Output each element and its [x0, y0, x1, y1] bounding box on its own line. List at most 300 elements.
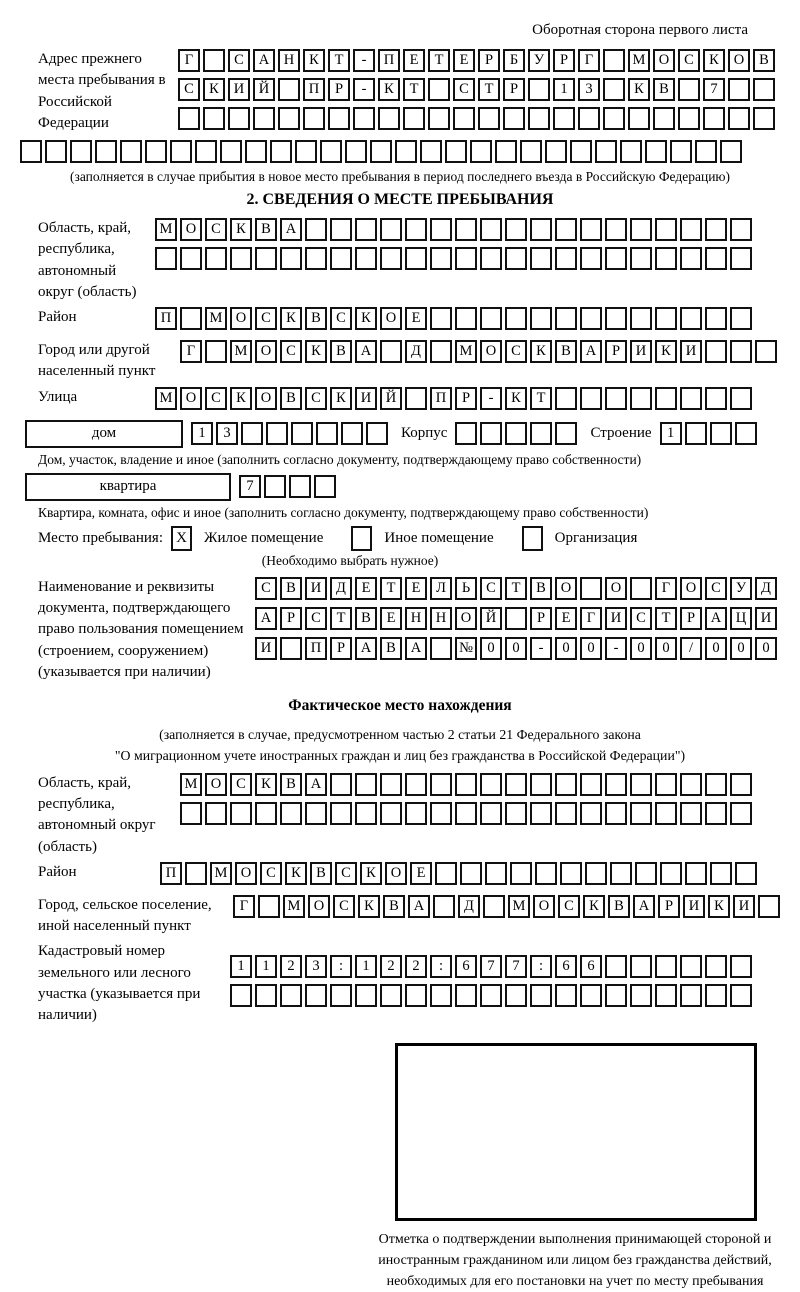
form-cell[interactable] [455, 422, 477, 445]
form-cell[interactable]: М [210, 862, 232, 885]
form-cell[interactable] [705, 387, 727, 410]
form-cell[interactable] [555, 422, 577, 445]
form-cell[interactable]: : [530, 955, 552, 978]
form-cell[interactable]: Н [430, 607, 452, 630]
form-cell[interactable] [480, 422, 502, 445]
form-cell[interactable] [730, 340, 752, 363]
form-cell[interactable] [258, 895, 280, 918]
form-cell[interactable]: : [330, 955, 352, 978]
form-cell[interactable] [380, 773, 402, 796]
form-cell[interactable] [555, 247, 577, 270]
form-cell[interactable]: О [180, 387, 202, 410]
form-cell[interactable] [430, 773, 452, 796]
form-cell[interactable] [485, 862, 507, 885]
form-cell[interactable] [580, 387, 602, 410]
form-cell[interactable] [560, 862, 582, 885]
checkbox-zhiloe-pomeshchenie[interactable]: X [171, 526, 192, 551]
form-cell[interactable]: П [378, 49, 400, 72]
form-cell[interactable] [505, 607, 527, 630]
form-cell[interactable] [535, 862, 557, 885]
form-cell[interactable] [330, 984, 352, 1007]
form-cell[interactable] [605, 984, 627, 1007]
form-cell[interactable] [455, 984, 477, 1007]
form-cell[interactable] [530, 218, 552, 241]
form-cell[interactable] [605, 387, 627, 410]
form-cell[interactable] [510, 862, 532, 885]
form-cell[interactable] [380, 218, 402, 241]
form-cell[interactable]: И [355, 387, 377, 410]
form-cell[interactable] [180, 307, 202, 330]
form-cell[interactable] [655, 773, 677, 796]
form-cell[interactable] [289, 475, 311, 498]
form-cell[interactable]: Е [403, 49, 425, 72]
form-cell[interactable]: А [705, 607, 727, 630]
form-cell[interactable] [366, 422, 388, 445]
form-cell[interactable] [735, 422, 757, 445]
form-cell[interactable] [580, 218, 602, 241]
form-cell[interactable] [630, 218, 652, 241]
form-cell[interactable]: М [508, 895, 530, 918]
form-cell[interactable]: Д [458, 895, 480, 918]
form-cell[interactable] [264, 475, 286, 498]
form-cell[interactable]: Р [478, 49, 500, 72]
form-cell[interactable] [730, 984, 752, 1007]
form-cell[interactable] [20, 140, 42, 163]
form-cell[interactable] [753, 78, 775, 101]
form-cell[interactable] [428, 107, 450, 130]
form-cell[interactable]: Т [328, 49, 350, 72]
form-cell[interactable] [620, 140, 642, 163]
form-cell[interactable]: Й [480, 607, 502, 630]
form-cell[interactable] [530, 773, 552, 796]
form-cell[interactable]: Е [405, 577, 427, 600]
form-cell[interactable]: 0 [555, 637, 577, 660]
form-cell[interactable]: О [533, 895, 555, 918]
form-cell[interactable] [278, 78, 300, 101]
form-cell[interactable] [330, 218, 352, 241]
form-cell[interactable]: К [355, 307, 377, 330]
form-cell[interactable] [530, 307, 552, 330]
form-cell[interactable] [380, 802, 402, 825]
form-cell[interactable] [728, 107, 750, 130]
form-cell[interactable] [655, 955, 677, 978]
form-cell[interactable]: 0 [505, 637, 527, 660]
form-cell[interactable] [305, 802, 327, 825]
form-cell[interactable] [433, 895, 455, 918]
form-cell[interactable]: Й [253, 78, 275, 101]
form-cell[interactable] [570, 140, 592, 163]
form-cell[interactable]: И [305, 577, 327, 600]
form-cell[interactable]: В [380, 637, 402, 660]
form-cell[interactable]: Т [330, 607, 352, 630]
form-cell[interactable]: И [683, 895, 705, 918]
form-cell[interactable] [720, 140, 742, 163]
form-cell[interactable]: К [285, 862, 307, 885]
form-cell[interactable]: В [355, 607, 377, 630]
form-cell[interactable] [605, 218, 627, 241]
form-cell[interactable]: А [580, 340, 602, 363]
form-cell[interactable] [730, 218, 752, 241]
form-cell[interactable] [678, 78, 700, 101]
form-cell[interactable]: Т [428, 49, 450, 72]
form-cell[interactable]: М [283, 895, 305, 918]
form-cell[interactable] [405, 802, 427, 825]
form-cell[interactable] [370, 140, 392, 163]
form-cell[interactable] [278, 107, 300, 130]
form-cell[interactable] [328, 107, 350, 130]
form-cell[interactable]: 0 [755, 637, 777, 660]
form-cell[interactable] [685, 422, 707, 445]
form-cell[interactable] [255, 802, 277, 825]
form-cell[interactable]: И [255, 637, 277, 660]
form-cell[interactable]: А [408, 895, 430, 918]
form-cell[interactable] [455, 307, 477, 330]
form-cell[interactable] [730, 387, 752, 410]
form-cell[interactable]: 1 [553, 78, 575, 101]
form-cell[interactable]: О [230, 307, 252, 330]
form-cell[interactable] [470, 140, 492, 163]
form-cell[interactable]: Б [503, 49, 525, 72]
form-cell[interactable]: А [253, 49, 275, 72]
form-cell[interactable] [405, 773, 427, 796]
form-cell[interactable] [185, 862, 207, 885]
form-cell[interactable] [530, 247, 552, 270]
form-cell[interactable] [480, 773, 502, 796]
form-cell[interactable]: - [353, 78, 375, 101]
form-cell[interactable] [680, 802, 702, 825]
form-cell[interactable] [380, 984, 402, 1007]
form-cell[interactable]: М [155, 387, 177, 410]
form-cell[interactable] [295, 140, 317, 163]
form-cell[interactable] [480, 247, 502, 270]
form-cell[interactable] [253, 107, 275, 130]
form-cell[interactable]: М [155, 218, 177, 241]
form-cell[interactable] [280, 247, 302, 270]
form-cell[interactable] [230, 247, 252, 270]
form-cell[interactable] [353, 107, 375, 130]
form-cell[interactable]: В [608, 895, 630, 918]
form-cell[interactable]: С [630, 607, 652, 630]
form-cell[interactable] [555, 307, 577, 330]
form-cell[interactable]: В [280, 577, 302, 600]
form-cell[interactable] [555, 802, 577, 825]
form-cell[interactable] [630, 307, 652, 330]
form-cell[interactable]: С [230, 773, 252, 796]
form-cell[interactable]: К [583, 895, 605, 918]
form-cell[interactable]: С [228, 49, 250, 72]
form-cell[interactable] [530, 802, 552, 825]
form-cell[interactable] [495, 140, 517, 163]
form-cell[interactable]: Ь [455, 577, 477, 600]
form-cell[interactable] [685, 862, 707, 885]
form-cell[interactable] [578, 107, 600, 130]
form-cell[interactable]: К [330, 387, 352, 410]
form-cell[interactable]: А [255, 607, 277, 630]
form-cell[interactable] [628, 107, 650, 130]
form-cell[interactable] [241, 422, 263, 445]
form-cell[interactable] [480, 218, 502, 241]
form-cell[interactable] [220, 140, 242, 163]
form-cell[interactable]: В [255, 218, 277, 241]
form-cell[interactable]: 0 [730, 637, 752, 660]
form-cell[interactable]: О [555, 577, 577, 600]
form-cell[interactable]: 1 [230, 955, 252, 978]
form-cell[interactable] [630, 984, 652, 1007]
form-cell[interactable] [680, 984, 702, 1007]
form-cell[interactable] [705, 802, 727, 825]
form-cell[interactable]: Г [578, 49, 600, 72]
form-cell[interactable] [455, 773, 477, 796]
form-cell[interactable] [580, 802, 602, 825]
form-cell[interactable] [635, 862, 657, 885]
form-cell[interactable] [435, 862, 457, 885]
form-cell[interactable]: 7 [480, 955, 502, 978]
form-cell[interactable]: 1 [191, 422, 213, 445]
form-cell[interactable]: Й [380, 387, 402, 410]
form-cell[interactable] [705, 340, 727, 363]
form-cell[interactable] [655, 387, 677, 410]
form-cell[interactable]: А [355, 340, 377, 363]
form-cell[interactable]: С [205, 218, 227, 241]
form-cell[interactable] [755, 340, 777, 363]
form-cell[interactable]: Т [655, 607, 677, 630]
form-cell[interactable]: К [708, 895, 730, 918]
form-cell[interactable]: С [705, 577, 727, 600]
form-cell[interactable]: 7 [239, 475, 261, 498]
form-cell[interactable] [255, 984, 277, 1007]
form-cell[interactable]: О [205, 773, 227, 796]
form-cell[interactable] [330, 247, 352, 270]
form-cell[interactable] [735, 862, 757, 885]
form-cell[interactable] [205, 247, 227, 270]
form-cell[interactable] [705, 955, 727, 978]
form-cell[interactable] [330, 773, 352, 796]
form-cell[interactable] [305, 984, 327, 1007]
form-cell[interactable]: В [310, 862, 332, 885]
form-cell[interactable] [355, 802, 377, 825]
form-cell[interactable]: 3 [578, 78, 600, 101]
form-cell[interactable] [680, 247, 702, 270]
form-cell[interactable] [728, 78, 750, 101]
form-cell[interactable] [355, 984, 377, 1007]
form-cell[interactable] [245, 140, 267, 163]
form-cell[interactable] [355, 247, 377, 270]
form-cell[interactable] [680, 955, 702, 978]
form-cell[interactable]: С [330, 307, 352, 330]
form-cell[interactable] [705, 984, 727, 1007]
form-cell[interactable]: 2 [380, 955, 402, 978]
form-cell[interactable]: П [155, 307, 177, 330]
form-cell[interactable]: Г [178, 49, 200, 72]
form-cell[interactable]: К [255, 773, 277, 796]
form-cell[interactable] [503, 107, 525, 130]
form-cell[interactable] [405, 387, 427, 410]
form-cell[interactable] [430, 340, 452, 363]
form-cell[interactable]: Р [658, 895, 680, 918]
form-cell[interactable] [545, 140, 567, 163]
form-cell[interactable] [180, 802, 202, 825]
form-cell[interactable]: 6 [455, 955, 477, 978]
form-cell[interactable] [205, 340, 227, 363]
form-cell[interactable]: О [605, 577, 627, 600]
form-cell[interactable]: Г [180, 340, 202, 363]
form-cell[interactable]: П [303, 78, 325, 101]
form-cell[interactable]: М [628, 49, 650, 72]
form-cell[interactable]: Л [430, 577, 452, 600]
form-cell[interactable] [630, 773, 652, 796]
form-cell[interactable] [553, 107, 575, 130]
form-cell[interactable]: 6 [555, 955, 577, 978]
form-cell[interactable] [705, 247, 727, 270]
form-cell[interactable] [680, 387, 702, 410]
form-cell[interactable]: В [305, 307, 327, 330]
form-cell[interactable] [580, 577, 602, 600]
form-cell[interactable] [341, 422, 363, 445]
form-cell[interactable] [395, 140, 417, 163]
form-cell[interactable]: О [308, 895, 330, 918]
form-cell[interactable] [630, 955, 652, 978]
form-cell[interactable]: М [180, 773, 202, 796]
form-cell[interactable] [355, 773, 377, 796]
form-cell[interactable] [505, 773, 527, 796]
form-cell[interactable] [430, 802, 452, 825]
form-cell[interactable] [605, 955, 627, 978]
form-cell[interactable] [630, 802, 652, 825]
form-cell[interactable]: Д [330, 577, 352, 600]
form-cell[interactable]: С [205, 387, 227, 410]
form-cell[interactable] [483, 895, 505, 918]
form-cell[interactable]: : [430, 955, 452, 978]
form-cell[interactable] [605, 802, 627, 825]
form-cell[interactable] [330, 802, 352, 825]
form-cell[interactable] [653, 107, 675, 130]
form-cell[interactable]: Е [405, 307, 427, 330]
form-cell[interactable] [680, 218, 702, 241]
form-cell[interactable] [478, 107, 500, 130]
form-cell[interactable] [530, 422, 552, 445]
form-cell[interactable]: Р [328, 78, 350, 101]
form-cell[interactable] [228, 107, 250, 130]
form-cell[interactable]: Е [355, 577, 377, 600]
form-cell[interactable] [430, 984, 452, 1007]
form-cell[interactable]: О [680, 577, 702, 600]
form-cell[interactable] [291, 422, 313, 445]
form-cell[interactable]: С [558, 895, 580, 918]
form-cell[interactable]: К [303, 49, 325, 72]
form-cell[interactable]: О [255, 340, 277, 363]
form-cell[interactable] [180, 247, 202, 270]
form-cell[interactable] [505, 802, 527, 825]
form-cell[interactable]: Е [555, 607, 577, 630]
form-cell[interactable]: / [680, 637, 702, 660]
form-cell[interactable]: К [505, 387, 527, 410]
form-cell[interactable]: Е [453, 49, 475, 72]
form-cell[interactable] [505, 218, 527, 241]
form-cell[interactable]: А [405, 637, 427, 660]
form-cell[interactable] [95, 140, 117, 163]
form-cell[interactable]: С [453, 78, 475, 101]
form-cell[interactable]: Т [380, 577, 402, 600]
form-cell[interactable]: С [255, 577, 277, 600]
form-cell[interactable]: С [280, 340, 302, 363]
form-cell[interactable]: Е [410, 862, 432, 885]
form-cell[interactable] [730, 307, 752, 330]
form-cell[interactable]: 0 [705, 637, 727, 660]
form-cell[interactable]: А [355, 637, 377, 660]
form-cell[interactable] [480, 802, 502, 825]
form-cell[interactable]: 7 [703, 78, 725, 101]
form-cell[interactable] [380, 340, 402, 363]
form-cell[interactable]: В [555, 340, 577, 363]
form-cell[interactable]: С [178, 78, 200, 101]
form-cell[interactable] [505, 984, 527, 1007]
form-cell[interactable]: М [455, 340, 477, 363]
form-cell[interactable]: - [480, 387, 502, 410]
form-cell[interactable] [70, 140, 92, 163]
form-cell[interactable]: О [235, 862, 257, 885]
form-cell[interactable] [695, 140, 717, 163]
form-cell[interactable]: Т [505, 577, 527, 600]
form-cell[interactable]: 7 [505, 955, 527, 978]
form-cell[interactable] [480, 307, 502, 330]
form-cell[interactable]: С [480, 577, 502, 600]
form-cell[interactable] [280, 637, 302, 660]
form-cell[interactable]: Р [680, 607, 702, 630]
form-cell[interactable]: В [280, 387, 302, 410]
form-cell[interactable] [430, 637, 452, 660]
form-cell[interactable] [203, 49, 225, 72]
form-cell[interactable]: 0 [480, 637, 502, 660]
form-cell[interactable]: 3 [216, 422, 238, 445]
form-cell[interactable]: - [605, 637, 627, 660]
form-cell[interactable]: М [230, 340, 252, 363]
form-cell[interactable] [455, 802, 477, 825]
form-cell[interactable]: О [455, 607, 477, 630]
form-cell[interactable] [730, 773, 752, 796]
form-cell[interactable]: К [530, 340, 552, 363]
checkbox-inoe-pomeshchenie[interactable] [351, 526, 372, 551]
form-cell[interactable] [455, 218, 477, 241]
form-cell[interactable]: У [730, 577, 752, 600]
form-cell[interactable] [505, 422, 527, 445]
form-cell[interactable]: В [330, 340, 352, 363]
form-cell[interactable]: О [380, 307, 402, 330]
form-cell[interactable]: О [180, 218, 202, 241]
form-cell[interactable] [405, 247, 427, 270]
form-cell[interactable]: О [480, 340, 502, 363]
form-cell[interactable] [430, 247, 452, 270]
form-cell[interactable] [655, 218, 677, 241]
form-cell[interactable]: 0 [580, 637, 602, 660]
form-cell[interactable]: П [430, 387, 452, 410]
form-cell[interactable]: Р [605, 340, 627, 363]
form-cell[interactable] [314, 475, 336, 498]
form-cell[interactable] [705, 773, 727, 796]
form-cell[interactable] [178, 107, 200, 130]
form-cell[interactable] [530, 984, 552, 1007]
form-cell[interactable] [670, 140, 692, 163]
form-cell[interactable] [655, 247, 677, 270]
form-cell[interactable] [555, 984, 577, 1007]
form-cell[interactable] [305, 218, 327, 241]
form-cell[interactable] [555, 773, 577, 796]
form-cell[interactable] [603, 78, 625, 101]
form-cell[interactable] [120, 140, 142, 163]
form-cell[interactable]: - [353, 49, 375, 72]
form-cell[interactable] [603, 107, 625, 130]
form-cell[interactable] [703, 107, 725, 130]
form-cell[interactable] [428, 78, 450, 101]
